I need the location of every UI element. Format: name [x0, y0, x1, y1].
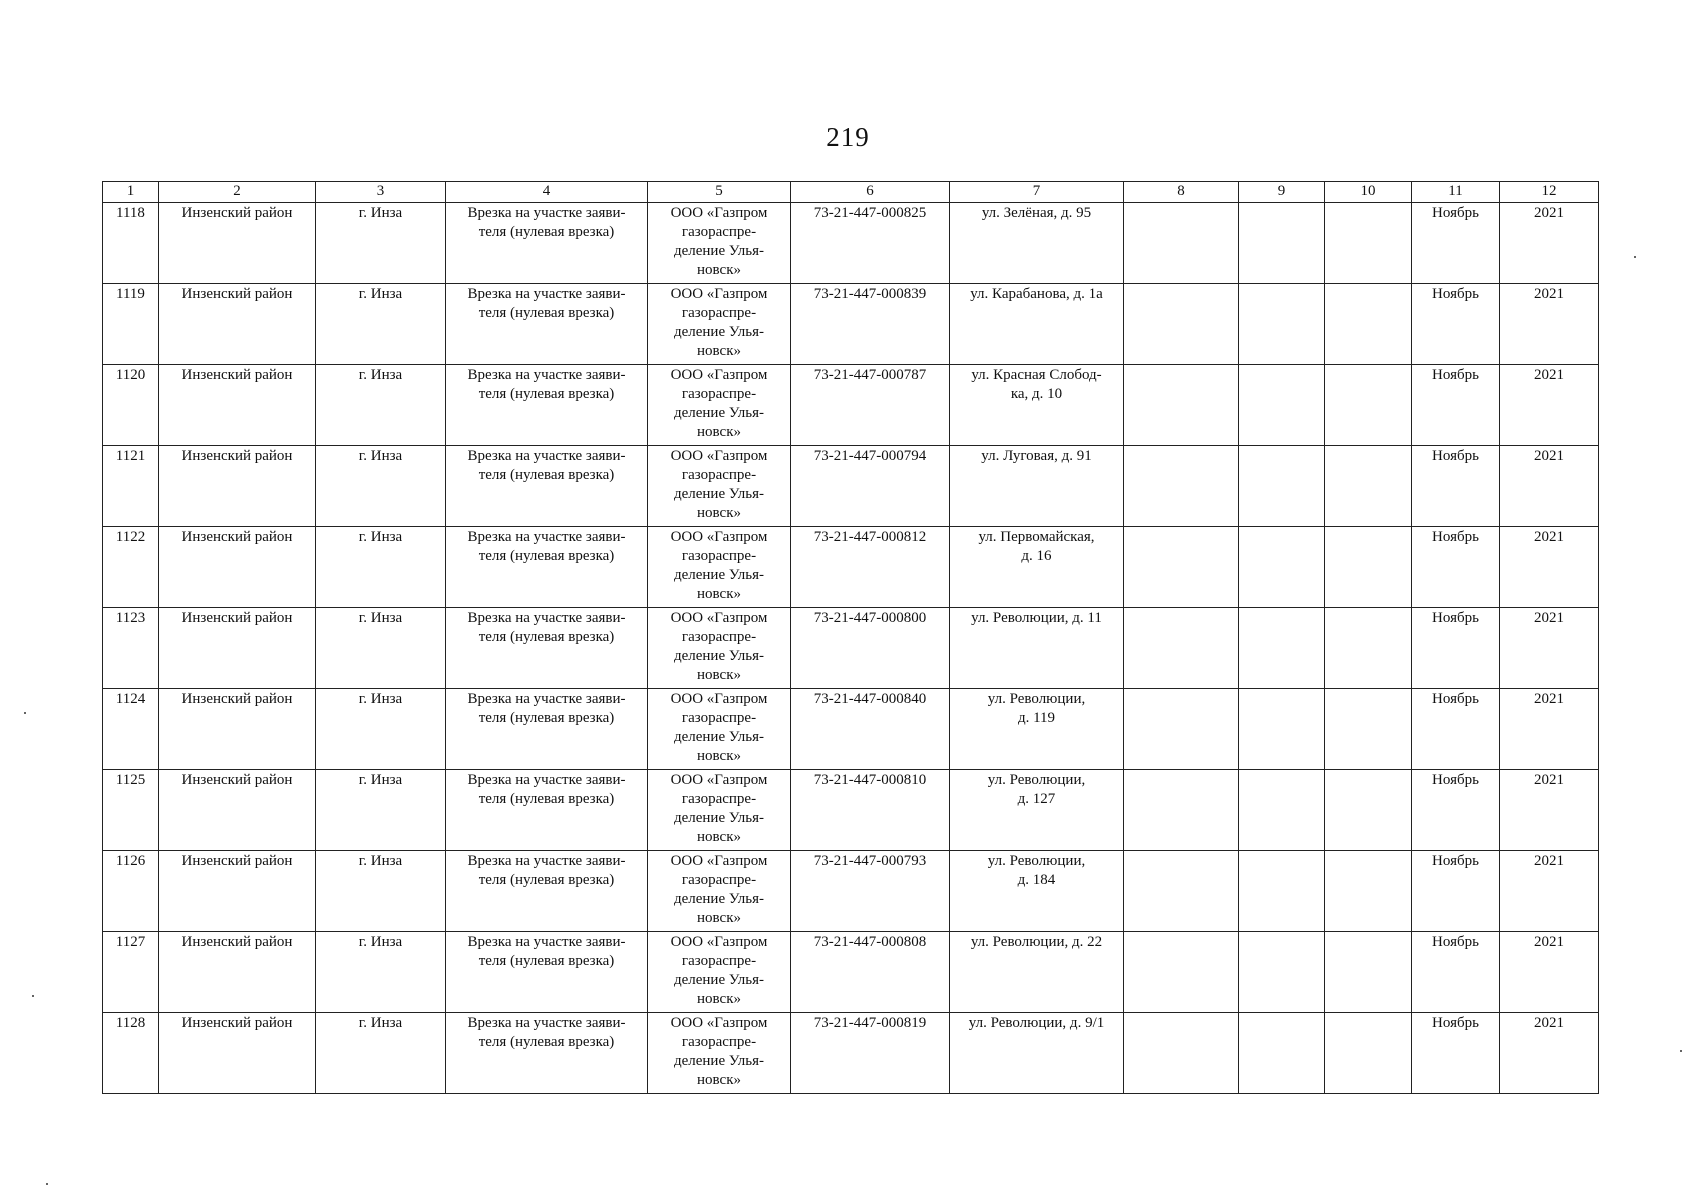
col9-cell: [1239, 770, 1325, 851]
address-cell: ул. Карабанова, д. 1а: [950, 284, 1124, 365]
row-number: 1125: [103, 770, 159, 851]
month-cell: Ноябрь: [1412, 365, 1500, 446]
year-cell: 2021: [1500, 446, 1599, 527]
table-row: [103, 365, 1599, 446]
col-header-8: 8: [1124, 182, 1239, 203]
table-row: [103, 608, 1599, 689]
row-number: 1120: [103, 365, 159, 446]
scan-speck: [1680, 1050, 1682, 1052]
district-cell: Инзенский район: [159, 932, 316, 1013]
col9-cell: [1239, 932, 1325, 1013]
row-number: 1121: [103, 446, 159, 527]
work-type-cell: Врезка на участке заяви- теля (нулевая врезка): [446, 1013, 648, 1094]
col-header-9: 9: [1239, 182, 1325, 203]
month-cell: Ноябрь: [1412, 1013, 1500, 1094]
col-header-1: 1: [103, 182, 159, 203]
district-cell: Инзенский район: [159, 689, 316, 770]
month-cell: Ноябрь: [1412, 932, 1500, 1013]
organization-cell: ООО «Газпром газораспре- деление Улья- новск»: [648, 1013, 791, 1094]
district-cell: Инзенский район: [159, 365, 316, 446]
city-cell: г. Инза: [316, 527, 446, 608]
scan-speck: [24, 712, 26, 714]
col-header-10: 10: [1325, 182, 1412, 203]
col9-cell: [1239, 608, 1325, 689]
row-number: 1127: [103, 932, 159, 1013]
object-id-cell: 73-21-447-000839: [791, 284, 950, 365]
table-row: [103, 527, 1599, 608]
organization-cell: ООО «Газпром газораспре- деление Улья- новск»: [648, 365, 791, 446]
col10-cell: [1325, 932, 1412, 1013]
col-header-11: 11: [1412, 182, 1500, 203]
col10-cell: [1325, 527, 1412, 608]
col10-cell: [1325, 284, 1412, 365]
col9-cell: [1239, 446, 1325, 527]
scan-speck: [1634, 256, 1636, 258]
address-cell: ул. Революции, д. 11: [950, 608, 1124, 689]
row-number: 1128: [103, 1013, 159, 1094]
city-cell: г. Инза: [316, 770, 446, 851]
organization-cell: ООО «Газпром газораспре- деление Улья- новск»: [648, 203, 791, 284]
table-row: [103, 284, 1599, 365]
col9-cell: [1239, 1013, 1325, 1094]
object-id-cell: 73-21-447-000840: [791, 689, 950, 770]
address-cell: ул. Красная Слобод- ка, д. 10: [950, 365, 1124, 446]
col8-cell: [1124, 770, 1239, 851]
col9-cell: [1239, 689, 1325, 770]
scan-speck: [32, 995, 34, 997]
table-row: [103, 689, 1599, 770]
city-cell: г. Инза: [316, 689, 446, 770]
address-cell: ул. Революции, д. 127: [950, 770, 1124, 851]
scan-speck: [46, 1183, 48, 1185]
district-cell: Инзенский район: [159, 770, 316, 851]
col8-cell: [1124, 527, 1239, 608]
col10-cell: [1325, 608, 1412, 689]
year-cell: 2021: [1500, 527, 1599, 608]
work-type-cell: Врезка на участке заяви- теля (нулевая врезка): [446, 446, 648, 527]
address-cell: ул. Революции, д. 119: [950, 689, 1124, 770]
row-number: 1122: [103, 527, 159, 608]
year-cell: 2021: [1500, 1013, 1599, 1094]
year-cell: 2021: [1500, 770, 1599, 851]
organization-cell: ООО «Газпром газораспре- деление Улья- новск»: [648, 446, 791, 527]
col9-cell: [1239, 851, 1325, 932]
organization-cell: ООО «Газпром газораспре- деление Улья- новск»: [648, 770, 791, 851]
row-number: 1123: [103, 608, 159, 689]
city-cell: г. Инза: [316, 608, 446, 689]
col-header-3: 3: [316, 182, 446, 203]
district-cell: Инзенский район: [159, 203, 316, 284]
table-row: [103, 932, 1599, 1013]
table-row: [103, 203, 1599, 284]
col8-cell: [1124, 365, 1239, 446]
work-type-cell: Врезка на участке заяви- теля (нулевая врезка): [446, 608, 648, 689]
row-number: 1118: [103, 203, 159, 284]
row-number: 1126: [103, 851, 159, 932]
col8-cell: [1124, 446, 1239, 527]
col-header-5: 5: [648, 182, 791, 203]
organization-cell: ООО «Газпром газораспре- деление Улья- новск»: [648, 527, 791, 608]
year-cell: 2021: [1500, 851, 1599, 932]
month-cell: Ноябрь: [1412, 203, 1500, 284]
city-cell: г. Инза: [316, 932, 446, 1013]
object-id-cell: 73-21-447-000825: [791, 203, 950, 284]
address-cell: ул. Революции, д. 184: [950, 851, 1124, 932]
city-cell: г. Инза: [316, 446, 446, 527]
table-row: [103, 1013, 1599, 1094]
month-cell: Ноябрь: [1412, 608, 1500, 689]
object-id-cell: 73-21-447-000808: [791, 932, 950, 1013]
city-cell: г. Инза: [316, 851, 446, 932]
col8-cell: [1124, 284, 1239, 365]
register-table: [102, 181, 1599, 1094]
address-cell: ул. Первомайская, д. 16: [950, 527, 1124, 608]
organization-cell: ООО «Газпром газораспре- деление Улья- новск»: [648, 608, 791, 689]
year-cell: 2021: [1500, 365, 1599, 446]
col10-cell: [1325, 446, 1412, 527]
col8-cell: [1124, 932, 1239, 1013]
work-type-cell: Врезка на участке заяви- теля (нулевая врезка): [446, 365, 648, 446]
year-cell: 2021: [1500, 203, 1599, 284]
row-number: 1119: [103, 284, 159, 365]
col8-cell: [1124, 203, 1239, 284]
col-header-6: 6: [791, 182, 950, 203]
column-number-row: [103, 182, 1599, 203]
work-type-cell: Врезка на участке заяви- теля (нулевая врезка): [446, 770, 648, 851]
table-row: [103, 770, 1599, 851]
month-cell: Ноябрь: [1412, 851, 1500, 932]
table-row: [103, 851, 1599, 932]
district-cell: Инзенский район: [159, 1013, 316, 1094]
city-cell: г. Инза: [316, 284, 446, 365]
col8-cell: [1124, 689, 1239, 770]
address-cell: ул. Зелёная, д. 95: [950, 203, 1124, 284]
organization-cell: ООО «Газпром газораспре- деление Улья- новск»: [648, 932, 791, 1013]
col9-cell: [1239, 203, 1325, 284]
work-type-cell: Врезка на участке заяви- теля (нулевая врезка): [446, 689, 648, 770]
row-number: 1124: [103, 689, 159, 770]
col8-cell: [1124, 608, 1239, 689]
month-cell: Ноябрь: [1412, 689, 1500, 770]
table-row: [103, 446, 1599, 527]
col-header-2: 2: [159, 182, 316, 203]
year-cell: 2021: [1500, 932, 1599, 1013]
page-number: 219: [826, 122, 870, 152]
district-cell: Инзенский район: [159, 284, 316, 365]
col-header-4: 4: [446, 182, 648, 203]
object-id-cell: 73-21-447-000800: [791, 608, 950, 689]
city-cell: г. Инза: [316, 203, 446, 284]
col-header-12: 12: [1500, 182, 1599, 203]
col10-cell: [1325, 1013, 1412, 1094]
district-cell: Инзенский район: [159, 527, 316, 608]
organization-cell: ООО «Газпром газораспре- деление Улья- новск»: [648, 851, 791, 932]
month-cell: Ноябрь: [1412, 527, 1500, 608]
month-cell: Ноябрь: [1412, 770, 1500, 851]
month-cell: Ноябрь: [1412, 446, 1500, 527]
object-id-cell: 73-21-447-000794: [791, 446, 950, 527]
year-cell: 2021: [1500, 608, 1599, 689]
object-id-cell: 73-21-447-000793: [791, 851, 950, 932]
district-cell: Инзенский район: [159, 851, 316, 932]
year-cell: 2021: [1500, 284, 1599, 365]
work-type-cell: Врезка на участке заяви- теля (нулевая врезка): [446, 932, 648, 1013]
district-cell: Инзенский район: [159, 446, 316, 527]
object-id-cell: 73-21-447-000787: [791, 365, 950, 446]
table-body: [103, 203, 1599, 1094]
col-header-7: 7: [950, 182, 1124, 203]
work-type-cell: Врезка на участке заяви- теля (нулевая врезка): [446, 203, 648, 284]
district-cell: Инзенский район: [159, 608, 316, 689]
year-cell: 2021: [1500, 689, 1599, 770]
work-type-cell: Врезка на участке заяви- теля (нулевая врезка): [446, 284, 648, 365]
col9-cell: [1239, 284, 1325, 365]
col10-cell: [1325, 203, 1412, 284]
col9-cell: [1239, 365, 1325, 446]
object-id-cell: 73-21-447-000819: [791, 1013, 950, 1094]
address-cell: ул. Революции, д. 22: [950, 932, 1124, 1013]
city-cell: г. Инза: [316, 365, 446, 446]
month-cell: Ноябрь: [1412, 284, 1500, 365]
organization-cell: ООО «Газпром газораспре- деление Улья- новск»: [648, 689, 791, 770]
organization-cell: ООО «Газпром газораспре- деление Улья- новск»: [648, 284, 791, 365]
col10-cell: [1325, 365, 1412, 446]
col10-cell: [1325, 689, 1412, 770]
address-cell: ул. Революции, д. 9/1: [950, 1013, 1124, 1094]
col10-cell: [1325, 851, 1412, 932]
city-cell: г. Инза: [316, 1013, 446, 1094]
object-id-cell: 73-21-447-000812: [791, 527, 950, 608]
col10-cell: [1325, 770, 1412, 851]
work-type-cell: Врезка на участке заяви- теля (нулевая врезка): [446, 851, 648, 932]
address-cell: ул. Луговая, д. 91: [950, 446, 1124, 527]
col8-cell: [1124, 1013, 1239, 1094]
col8-cell: [1124, 851, 1239, 932]
col9-cell: [1239, 527, 1325, 608]
object-id-cell: 73-21-447-000810: [791, 770, 950, 851]
work-type-cell: Врезка на участке заяви- теля (нулевая врезка): [446, 527, 648, 608]
